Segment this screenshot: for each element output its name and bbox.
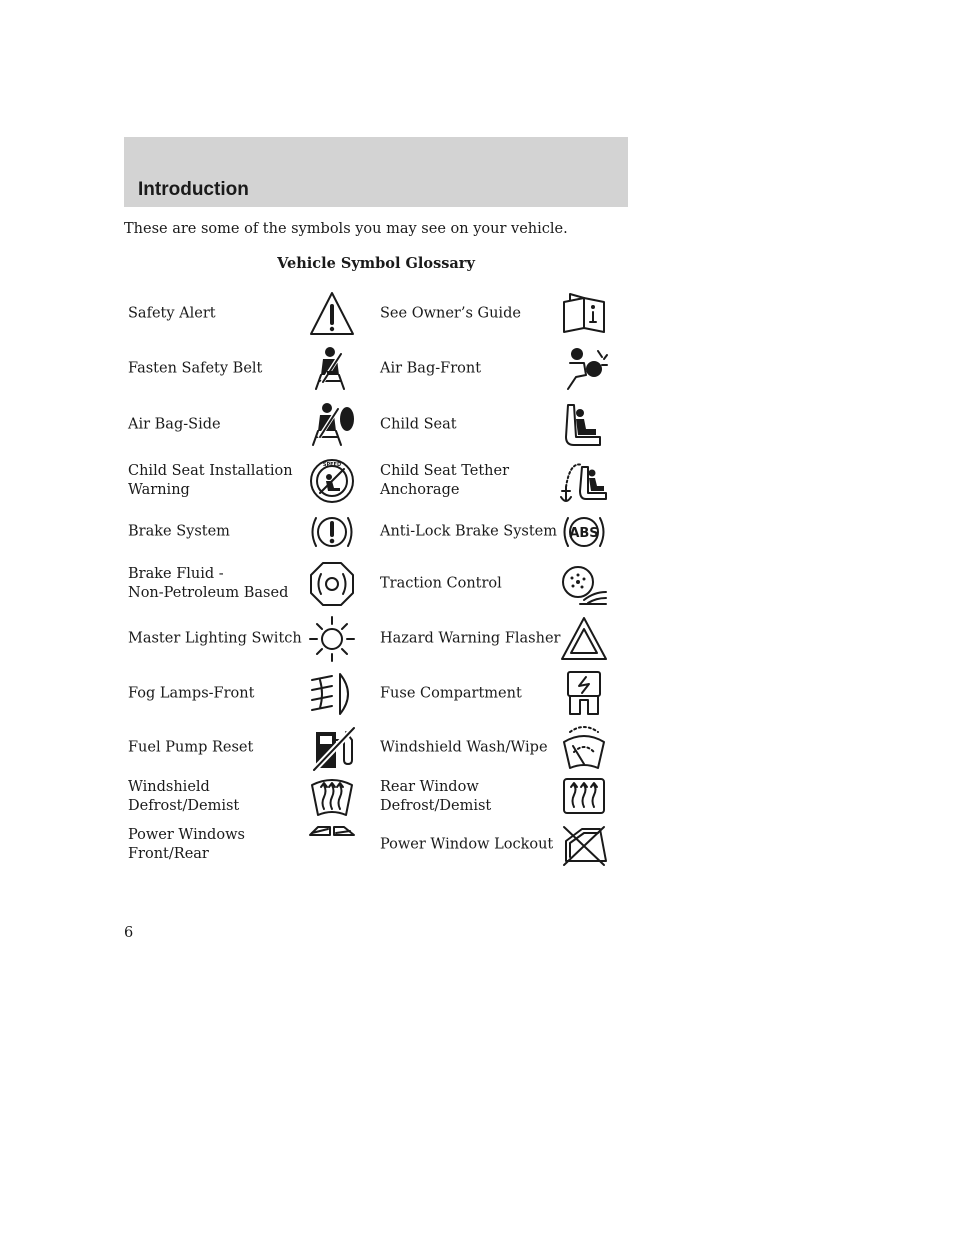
brake-fluid-icon (308, 560, 356, 608)
power-window-lockout-icon (560, 821, 608, 869)
rear-window-defrost-icon (560, 773, 608, 821)
symbol-label: Windshield Defrost/Demist (128, 779, 240, 814)
symbol-label: Windshield Wash/Wipe (380, 739, 548, 756)
symbol-label: Brake System (128, 523, 230, 540)
air-bag-side-icon (308, 401, 356, 449)
symbol-label: Fog Lamps-Front (128, 685, 255, 702)
child-seat-installation-warning-icon (308, 457, 356, 505)
symbol-label: Air Bag-Side (128, 416, 221, 433)
symbol-label: Anti-Lock Brake System (380, 523, 557, 540)
fuse-compartment-icon (560, 670, 608, 718)
symbol-label: Fasten Safety Belt (128, 360, 263, 377)
abs-icon (560, 508, 608, 556)
symbol-label: Traction Control (380, 575, 502, 592)
child-seat-tether-anchorage-icon (560, 457, 608, 505)
symbol-label: Child Seat Tether Anchorage (380, 463, 509, 498)
hazard-warning-icon (560, 615, 608, 663)
section-title: Introduction (138, 179, 249, 200)
symbol-label: Power Windows Front/Rear (128, 827, 245, 862)
symbol-label: Child Seat (380, 416, 457, 433)
intro-text: These are some of the symbols you may see on your vehicle. (124, 221, 568, 237)
symbol-label: Safety Alert (128, 305, 216, 322)
page-number: 6 (124, 925, 134, 941)
svg-text:SPEED: SPEED (322, 462, 342, 468)
svg-text:ABS: ABS (569, 526, 599, 541)
safety-alert-icon (308, 290, 356, 338)
symbol-label: See Owner’s Guide (380, 305, 521, 322)
symbol-label: Brake Fluid - Non-Petroleum Based (128, 566, 289, 601)
owners-guide-icon (560, 290, 608, 338)
fuel-pump-reset-icon (308, 724, 356, 772)
symbol-label: Hazard Warning Flasher (380, 630, 561, 647)
section-header-band (124, 137, 628, 207)
symbol-label: Fuse Compartment (380, 685, 522, 702)
fog-lamps-icon (308, 670, 356, 718)
master-lighting-switch-icon (308, 615, 356, 663)
power-windows-icon (308, 821, 356, 869)
glossary-title: Vehicle Symbol Glossary (277, 255, 475, 272)
child-seat-icon (560, 401, 608, 449)
windshield-defrost-icon (308, 773, 356, 821)
symbol-label: Child Seat Installation Warning (128, 463, 293, 498)
symbol-label: Rear Window Defrost/Demist (380, 779, 492, 814)
symbol-label: Master Lighting Switch (128, 630, 302, 647)
symbol-label: Fuel Pump Reset (128, 739, 254, 756)
symbol-label: Power Window Lockout (380, 836, 554, 853)
traction-control-icon (560, 560, 608, 608)
air-bag-front-icon (560, 345, 608, 393)
brake-system-icon (308, 508, 356, 556)
windshield-wash-wipe-icon (560, 724, 608, 772)
safety-belt-icon (308, 345, 356, 393)
symbol-label: Air Bag-Front (380, 360, 482, 377)
